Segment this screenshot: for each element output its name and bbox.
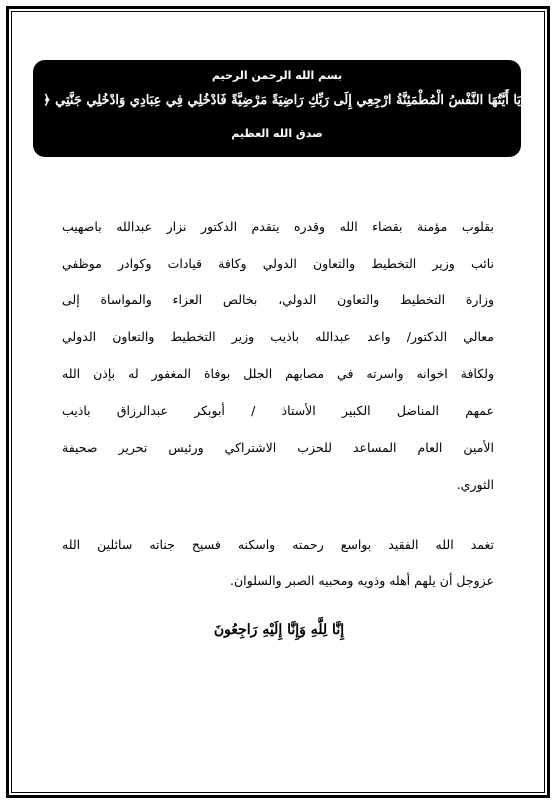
condolence-line-5: ولكافة اخوانه واسرته في مصابهم الجلل بوفاة المغفور له بإذن الله (62, 366, 494, 381)
prayer-line-1: تغمد الله الفقيد بواسع رحمته واسكنه فسيح جناته سائلين الله (62, 537, 494, 552)
bismillah-text: بسم الله الرحمن الرحيم (211, 69, 343, 82)
header-banner (33, 60, 534, 157)
condolence-line-3: وزارة التخطيط والتعاون الدولي، بخالص العزاء والمواساة إلى (62, 292, 494, 307)
condolence-line-1: بقلوب مؤمنة بقضاء الله وقدره يتقدم الدكتور نزار عبدالله باصهيب (62, 219, 494, 234)
condolence-line-6: عمهم المناضل الكبير الأستاذ / أبوبكر عبدالرزاق باذيب (62, 403, 494, 418)
closing-verse: إِنَّا لِلَّهِ وَإِنَّا إِلَيْهِ رَاجِعُونَ (213, 622, 345, 638)
sadaq-text: صدق الله العظيم (231, 127, 323, 140)
condolence-line-7: الأمين العام المساعد للحزب الاشتراكي ورئيس تحرير صحيفة (62, 440, 494, 455)
condolence-line-4: معالي الدكتور/ واعد عبدالله باذيب وزير التخطيط والتعاون الدولي (62, 329, 494, 344)
condolence-line-8: الثوري. (456, 477, 494, 492)
condolence-line-2: نائب وزير التخطيط والتعاون الدولي وكافة قيادات وكوادر موظفي (62, 256, 494, 271)
quran-verse: ﴿ يَا أَيَّتُهَا النَّفْسُ الْمُطْمَئِنَّةُ ارْجِعِي إِلَى رَبِّكِ رَاضِيَةً مَرْضِيَّةً فَادْخُلِي فِي عِبَادِي وَادْخُلِي جَنَّتِي ﴾ (43, 93, 534, 108)
prayer-line-2: عزوجل أن يلهم أهله وذويه ومحبيه الصبر والسلوان. (229, 573, 494, 588)
